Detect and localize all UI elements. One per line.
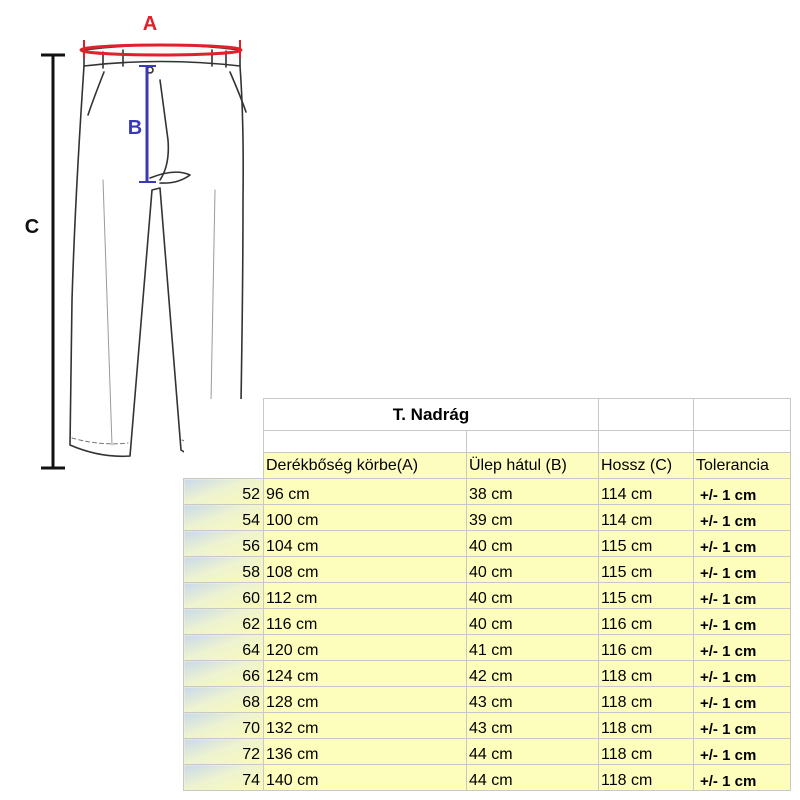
table-title: T. Nadrág	[264, 399, 599, 431]
table-row	[184, 609, 791, 635]
tolerance-cell: +/- 1 cm	[694, 713, 791, 739]
length-cell: 114 cm	[599, 479, 694, 505]
table-row	[184, 505, 791, 531]
table-row	[184, 635, 791, 661]
waist-cell: 116 cm	[264, 609, 467, 635]
size-cell: 68	[184, 687, 264, 713]
waist-cell: 128 cm	[264, 687, 467, 713]
size-cell: 66	[184, 661, 264, 687]
label-c: C	[24, 216, 40, 238]
size-cell: 58	[184, 557, 264, 583]
table-row	[184, 661, 791, 687]
seat-cell: 44 cm	[467, 739, 599, 765]
seat-cell: 40 cm	[467, 609, 599, 635]
waist-cell: 112 cm	[264, 583, 467, 609]
seat-cell: 40 cm	[467, 531, 599, 557]
seat-cell: 38 cm	[467, 479, 599, 505]
size-cell: 52	[184, 479, 264, 505]
waist-cell: 132 cm	[264, 713, 467, 739]
size-cell: 56	[184, 531, 264, 557]
length-cell: 116 cm	[599, 609, 694, 635]
tolerance-cell: +/- 1 cm	[694, 661, 791, 687]
waist-cell: 140 cm	[264, 765, 467, 791]
header-waist: Derékbőség körbe(A)	[264, 453, 467, 479]
length-cell: 115 cm	[599, 531, 694, 557]
table-row	[184, 739, 791, 765]
seat-cell: 40 cm	[467, 583, 599, 609]
table-row	[184, 765, 791, 791]
size-cell: 70	[184, 713, 264, 739]
header-tolerance: Tolerancia	[694, 453, 791, 479]
tolerance-cell: +/- 1 cm	[694, 505, 791, 531]
length-cell: 118 cm	[599, 739, 694, 765]
length-cell: 118 cm	[599, 687, 694, 713]
seat-cell: 44 cm	[467, 765, 599, 791]
length-cell: 118 cm	[599, 713, 694, 739]
tolerance-cell: +/- 1 cm	[694, 635, 791, 661]
seat-cell: 40 cm	[467, 557, 599, 583]
table-row	[184, 479, 791, 505]
seat-cell: 39 cm	[467, 505, 599, 531]
tolerance-cell: +/- 1 cm	[694, 609, 791, 635]
header-row	[184, 453, 791, 479]
size-cell: 64	[184, 635, 264, 661]
tolerance-cell: +/- 1 cm	[694, 531, 791, 557]
header-length: Hossz (C)	[599, 453, 694, 479]
seat-cell: 43 cm	[467, 713, 599, 739]
length-cell: 116 cm	[599, 635, 694, 661]
seat-cell: 42 cm	[467, 661, 599, 687]
size-cell: 72	[184, 739, 264, 765]
header-seat: Ülep hátul (B)	[467, 453, 599, 479]
waist-cell: 120 cm	[264, 635, 467, 661]
size-cell: 60	[184, 583, 264, 609]
length-cell: 114 cm	[599, 505, 694, 531]
seat-cell: 43 cm	[467, 687, 599, 713]
table-row	[184, 687, 791, 713]
waist-cell: 96 cm	[264, 479, 467, 505]
length-cell: 115 cm	[599, 583, 694, 609]
length-cell: 118 cm	[599, 661, 694, 687]
waist-cell: 104 cm	[264, 531, 467, 557]
measurement-c-marker	[25, 55, 65, 468]
waist-cell: 124 cm	[264, 661, 467, 687]
size-cell: 62	[184, 609, 264, 635]
label-a: A	[142, 13, 158, 35]
size-cell: 54	[184, 505, 264, 531]
tolerance-cell: +/- 1 cm	[694, 479, 791, 505]
waist-cell: 136 cm	[264, 739, 467, 765]
table-row	[184, 531, 791, 557]
table-row	[184, 557, 791, 583]
tolerance-cell: +/- 1 cm	[694, 557, 791, 583]
seat-cell: 41 cm	[467, 635, 599, 661]
measurement-b-marker	[128, 66, 156, 182]
size-table	[183, 398, 791, 791]
waist-cell: 108 cm	[264, 557, 467, 583]
tolerance-cell: +/- 1 cm	[694, 739, 791, 765]
label-b: B	[127, 117, 143, 139]
tolerance-cell: +/- 1 cm	[694, 765, 791, 791]
tolerance-cell: +/- 1 cm	[694, 583, 791, 609]
length-cell: 115 cm	[599, 557, 694, 583]
table-row	[184, 583, 791, 609]
waist-cell: 100 cm	[264, 505, 467, 531]
length-cell: 118 cm	[599, 765, 694, 791]
table-row	[184, 713, 791, 739]
tolerance-cell: +/- 1 cm	[694, 687, 791, 713]
size-cell: 74	[184, 765, 264, 791]
